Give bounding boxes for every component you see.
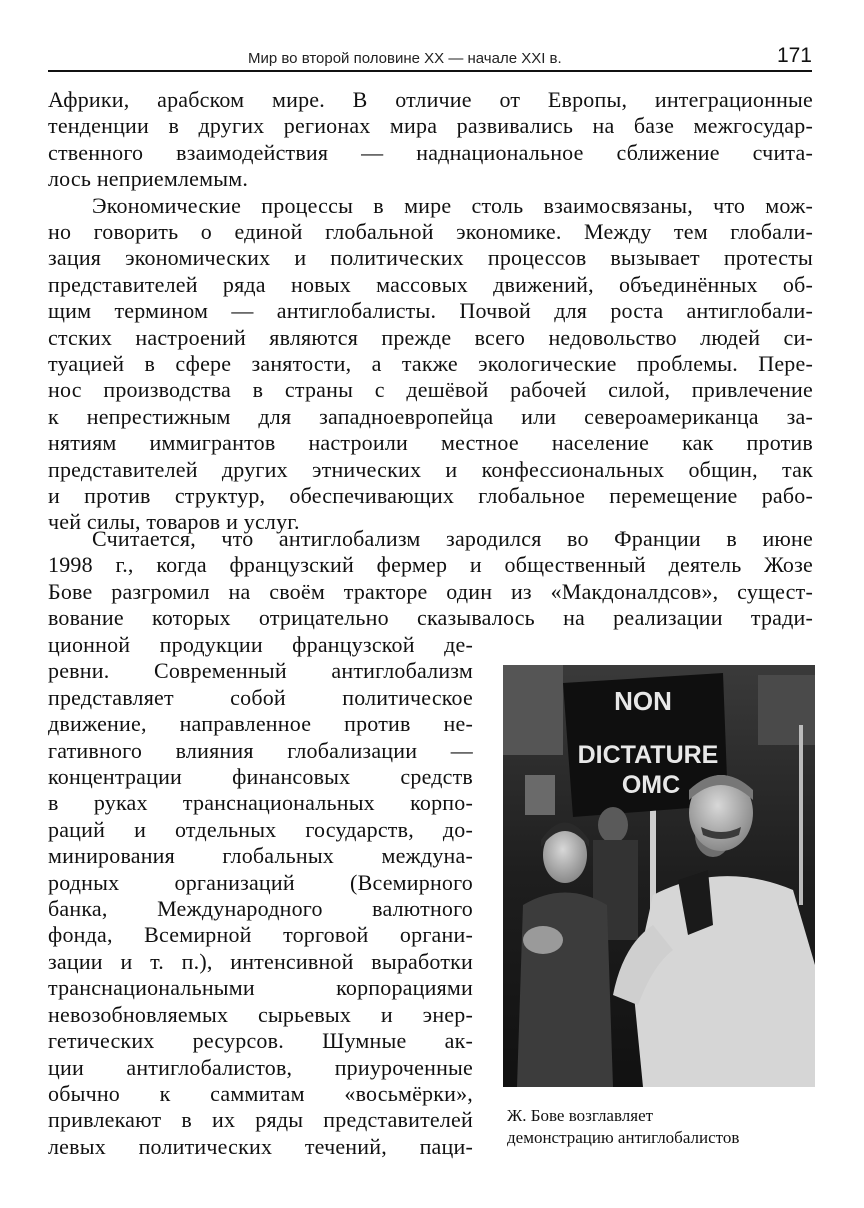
text-line: банка, Международного валютного xyxy=(48,896,473,922)
text-line: нос производства в страны с дешёвой рабочей силой, привлечение xyxy=(48,377,813,403)
text-line: в руках транснациональных корпо- xyxy=(48,790,473,816)
sign-line: DICTATURE xyxy=(577,741,719,769)
text-line: вование которых отрицательно сказывалось на реализации тради- xyxy=(48,605,813,631)
text-line: зации и т. п.), интенсивной выработки xyxy=(48,948,473,974)
text-line: туацией в сфере занятости, а также экологические проблемы. Пере- xyxy=(48,351,813,377)
text-line: привлекают в их ряды представителей xyxy=(48,1107,473,1133)
text-line: ственного взаимодействия — наднациональное сближение счита- xyxy=(48,139,813,165)
text-line: чей силы, товаров и услуг. xyxy=(48,509,300,535)
text-line: фонда, Всемирной торговой органи- xyxy=(48,922,473,948)
text-line: ционной продукции французской де- xyxy=(48,632,473,657)
text-line: лось неприемлемым. xyxy=(48,166,249,192)
paragraph-3 xyxy=(48,526,813,632)
text-line: ревни. Современный антиглобализм xyxy=(48,658,473,684)
text-line: тенденции в других регионах мира развивались на базе межгосудар- xyxy=(48,113,813,139)
text-line: ции антиглобалистов, приуроченные xyxy=(48,1054,473,1080)
text-line: но говорить о единой глобальной экономике. Между тем глобали- xyxy=(48,219,813,244)
sign-line: OMC xyxy=(621,771,681,799)
text-line: стских настроений являются прежде всего недовольство людей си- xyxy=(48,324,813,350)
text-line: 1998 г., когда французский фермер и общественный деятель Жозе xyxy=(48,552,813,578)
caption-line: Ж. Бове возглавляет xyxy=(507,1106,654,1125)
text-line: родных организаций (Всемирного xyxy=(48,869,473,895)
text-line: раций и отдельных государств, до- xyxy=(48,816,473,842)
text-line: к непрестижным для западноевропейца или североамериканца за- xyxy=(48,403,813,429)
text-line: Экономические процессы в мире столь взаимосвязаны, что мож- xyxy=(92,192,813,218)
caption-line: демонстрацию антиглобалистов xyxy=(507,1128,740,1147)
text-line: щим термином — антиглобалисты. Почвой для роста антиглобали- xyxy=(48,298,813,324)
figure-caption xyxy=(507,1105,817,1149)
text-line: представляет собой политическое xyxy=(48,684,473,710)
text-line: минирования глобальных междуна- xyxy=(48,843,473,869)
text-line: зация экономических и политических процессов вызывает протесты xyxy=(48,245,813,271)
text-line: представителей других этнических и конфессиональных общин, так xyxy=(48,456,813,482)
page-header xyxy=(48,44,812,72)
protest-photo xyxy=(503,665,815,1087)
text-line: левых политических течений, паци- xyxy=(48,1133,473,1159)
text-line: транснациональными корпорациями xyxy=(48,975,473,1001)
text-line: концентрации финансовых средств xyxy=(48,764,473,790)
running-title: Мир во второй половине XX — начале XXI в. xyxy=(248,50,562,67)
text-line: нятиям иммигрантов настроили местное население как против xyxy=(48,430,813,456)
text-line: гативного влияния глобализации — xyxy=(48,737,473,763)
text-line: Считается, что антиглобализм зародился во Франции в июне xyxy=(92,526,813,551)
text-line: Африки, арабском мире. В отличие от Европы, интеграционные xyxy=(48,87,813,112)
text-line: обычно к саммитам «восьмёрки», xyxy=(48,1080,473,1106)
paragraph-1 xyxy=(48,87,813,193)
paragraph-3-column xyxy=(48,632,473,1160)
text-line: и против структур, обеспечивающих глобальное перемещение рабо- xyxy=(48,483,813,509)
sign-line: NON xyxy=(614,686,672,716)
page-number: 171 xyxy=(776,44,812,67)
paragraph-2 xyxy=(48,193,813,536)
text-line: представителей ряда новых массовых движений, объединённых об- xyxy=(48,271,813,297)
text-line: гетических ресурсов. Шумные ак- xyxy=(48,1028,473,1054)
text-line: Бове разгромил на своём тракторе один из «Макдоналдсов», сущест- xyxy=(48,578,813,604)
text-line: движение, направленное против не- xyxy=(48,711,473,737)
text-line: невозобновляемых сырьевых и энер- xyxy=(48,1001,473,1027)
